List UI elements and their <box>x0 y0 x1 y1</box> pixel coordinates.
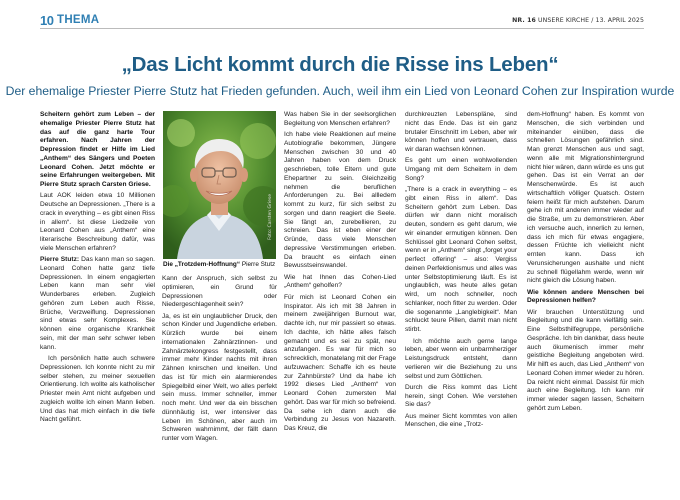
page-number: 10 <box>40 13 54 28</box>
speaker-label: Pierre Stutz: <box>40 256 80 264</box>
photo-credit: Foto: Carsten Griese <box>268 193 273 240</box>
interview-question: Was haben Sie in der seelsorglichen Begleitung von Menschen erfahren? <box>284 111 396 127</box>
interview-answer: „There is a crack in everything – es gibt einen Riss in allem“. Das Scheitern gehört zum Leben. Das dürfen wir dann nicht moralisch deuten, sondern es geht darum, wie wir einander ermutigen können. Den Schlüssel gibt Leonard Cohen selbst, wenn er in „Anthem“ singt „forget your perfect offering“ – also: Vergiss deinen Perfektionismus und alles was unter Selbstoptimierung läuft. Es ist unglaublich, was heute alles getan wird, um noch schneller, noch schlanker, noch fitter zu werden. Oder die sogenannte „Langlebigkeit“. Man schluckt teure Pillen, damit man nicht stirbt. <box>405 186 517 334</box>
interview-question: Wie können andere Menschen bei Depressionen helfen? <box>527 288 644 305</box>
article-subheadline: Der ehemalige Priester Pierre Stutz hat Frieden gefunden. Auch, weil ihm ein Lied von Leonard Cohen zur Inspiration wurde <box>5 84 675 98</box>
article-column-1 <box>40 111 155 428</box>
interview-answer: Ja, es ist ein unglaublicher Druck, den schon Kinder und Jugendliche erleben. Kürzlich wurde bei einem internationalen Zahnärztinnen- und Zahnärztekongress festgestellt, dass immer mehr Kinder nachts mit ihren Zähnen knirschen und kneifen. Und das ist für mich ein alarmierendes Spiegelbild einer Welt, wo alles perfekt sein muss. Immer schneller, immer noch mehr. Und wer da ein bisschen dünnhäutig ist, wer intensiver das Leben im Schönen, aber auch im Schweren wahrnimmt, der fällt dann runter vom Wagen. <box>162 312 277 443</box>
interview-answer: Ich möchte auch gerne lange leben, aber wenn ein unbarmherziger Leistungsdruck entsteht, dann verlieren wir die Beziehung zu uns selbst und zum Göttlichen. <box>405 337 517 380</box>
interview-question: Durch die Riss kommt das Licht herein, singt Cohen. Wie verstehen Sie das? <box>405 383 517 409</box>
article-column-5 <box>527 111 644 416</box>
issue-info <box>512 17 644 24</box>
header-divider <box>40 28 644 29</box>
portrait-illustration <box>163 111 276 259</box>
question-paragraph: Laut AOK leiden etwa 10 Millionen Deutsche an Depressionen. „There is a crack in everything – es gibt einen Riss in allem“. Ist diese Liedzeile von Leonard Cohen aus „Anthem“ eine literarische Beschreibung dafür, was viele Menschen erfahren? <box>40 192 155 252</box>
interview-answer: Wir brauchen Unterstützung und Begleitung und die kann vielfältig sein. Eine Selbsthilfegruppe, persönliche Gespräche. Ich bin dankbar, dass heute auch ökumenisch immer mehr geistliche Begleitung angeboten wird. Mir hilft es auch, das Lied „Anthem“ von Leonard Cohen immer wieder zu hören. Da reicht nicht einmal. Dassist für mich auch eine Begleitung. Ich kann mir immer wieder sagen lassen, Scheitern gehört zum Leben. <box>527 308 644 412</box>
issue-number: NR. 16 <box>512 17 536 24</box>
photo-caption <box>163 261 275 268</box>
body-paragraph: Ich persönlich hatte auch schwere Depressionen. Ich konnte nicht zu mir selber stehen, zu meiner sexuellen Orientierung. Ich wollte als katholischer Priester mein Amt nicht aufgeben und zugleich wollte ich einen Mann lieben. Und das hat mich einfach in die tiefe Nacht geführt. <box>40 355 155 424</box>
interview-answer: durchkreuzten Lebenspläne, sind nicht das Ende. Das ist ein ganz brutaler Einschnitt im Leben, aber wir können hoffen und vertrauen, dass wir daran wachsen können. <box>405 111 517 153</box>
interview-question: Kann der Anspruch, sich selbst zu optimieren, ein Grund für Depressionen oder Niedergeschlagenheit sein? <box>162 275 277 309</box>
publication-name: UNSERE KIRCHE <box>537 17 590 24</box>
caption-bold: Die „Trotzdem-Hoffnung“ <box>163 261 241 268</box>
interview-answer: Aus meiner Sicht kommtes von allen Menschen, die eine „Trotz- <box>405 412 517 429</box>
interview-question: Es geht um einen wohlwollenden Umgang mit dem Scheitern in dem Song? <box>405 157 517 182</box>
article-column-3 <box>284 111 396 436</box>
section-name: THEMA <box>57 14 100 26</box>
interview-answer: dem-Hoffnung“ haben. Es kommt von Menschen, die sich verbinden und miteinander einüben, dass die schnellen Lösungen gefährlich sind. Man grenzt Menschen aus und sagt, wenn alle mit Migrationshintergrund nicht hier wären, dann würde es uns gut gehen. Das ist ein Verrat an der Menschenwürde. Es ist auch wirtschaftlich völliger Quatsch. Ostern feiern heißt für mich aufstehen. Darum gehe ich mit anderen immer wieder auf die Straße, um zu demonstrieren. Aber ich versuche auch, innerlich zu lernen, dass ich mich für etwas engagiere, dessen Früchte ich vielleicht nicht ernten kann. Dass ich Verunsicherungen aushalte und nicht zu schnell flügellahm werde, wenn wir nicht gleich die Lösung haben. <box>527 111 644 285</box>
answer-text: Das kann man so sagen. Leonard Cohen hatte ganz tiefe Depressionen. In einem engagierten Leben kann man sehr viel Wunderbares erleben. Zugleich gehören zum Leben auch Risse, Brüche, Verzweiflung. Depressionen sind etwas sehr Komplexes. Sie können eine organische Krankheit sein, mit der man sehr schwer leben kann. <box>40 256 155 351</box>
interview-answer: Ich habe viele Reaktionen auf meine Autobiografie bekommen, Jüngere Menschen zwischen 30 und 40 Jahren haben von dem Druck geschrieben, tolle Eltern und gute Ehepartner zu sein. Gleichzeitig nehmen die beruflichen Anforderungen zu. Bei allledem kommt zu kurz, für sich selbst zu sorgen und dann reagiert die Seele. Sie fängt an, zurebellieren, zu schreien. Das ist eben einer der Gründe, dass viele Menschen depressive Verstimmungen erleben. Da braucht es einfach einen Bewusstseinswandel. <box>284 131 396 270</box>
portrait-photo <box>163 111 276 259</box>
article-column-2 <box>162 275 277 446</box>
article-column-4 <box>405 111 517 433</box>
article-headline: „Das Licht kommt durch die Risse ins Leben“ <box>121 53 559 76</box>
interview-answer: Für mich ist Leonard Cohen ein Inspirator. Als ich mit 38 Jahren in meinem zweijährigen Burnout war, dachte ich, nur mir passiert so etwas. Ich dachte, ich hätte alles falsch gemacht und es sei zu spät, neu anzufangen. Es war für mich so schrecklich, monatelang mit der Frage aufzuwachen: Schaffe ich es heute zur Zahnbürste? Und da habe ich 1992 dieses Lied „Anthem“ von Leonard Cohen zumersten Mal gehört. Das war für mich so befreiend. Da sehe ich dann auch die Verbindung zu Jesus von Nazareth. Das Kreuz, die <box>284 293 396 433</box>
page-header <box>0 0 680 30</box>
caption-name: Pierre Stutz <box>240 261 276 268</box>
interview-question: Wie hat Ihnen das Cohen-Lied „Anthem“ geholfen? <box>284 273 396 290</box>
article-lead: Scheitern gehört zum Leben – der ehemalige Priester Pierre Stutz hat das auf die ganz harte Tour erfahren. Nach Jahren der Depression findet er Hilfe im Lied „Anthem“ des Sängers und Poeten Leonard Cohen. Jetzt möchte er seine Erfahrungen weitergeben. Mit Pierre Stutz sprach Carsten Griese. <box>40 111 155 188</box>
issue-date: / 13. APRIL 2025 <box>591 17 644 24</box>
answer-paragraph <box>40 256 155 352</box>
